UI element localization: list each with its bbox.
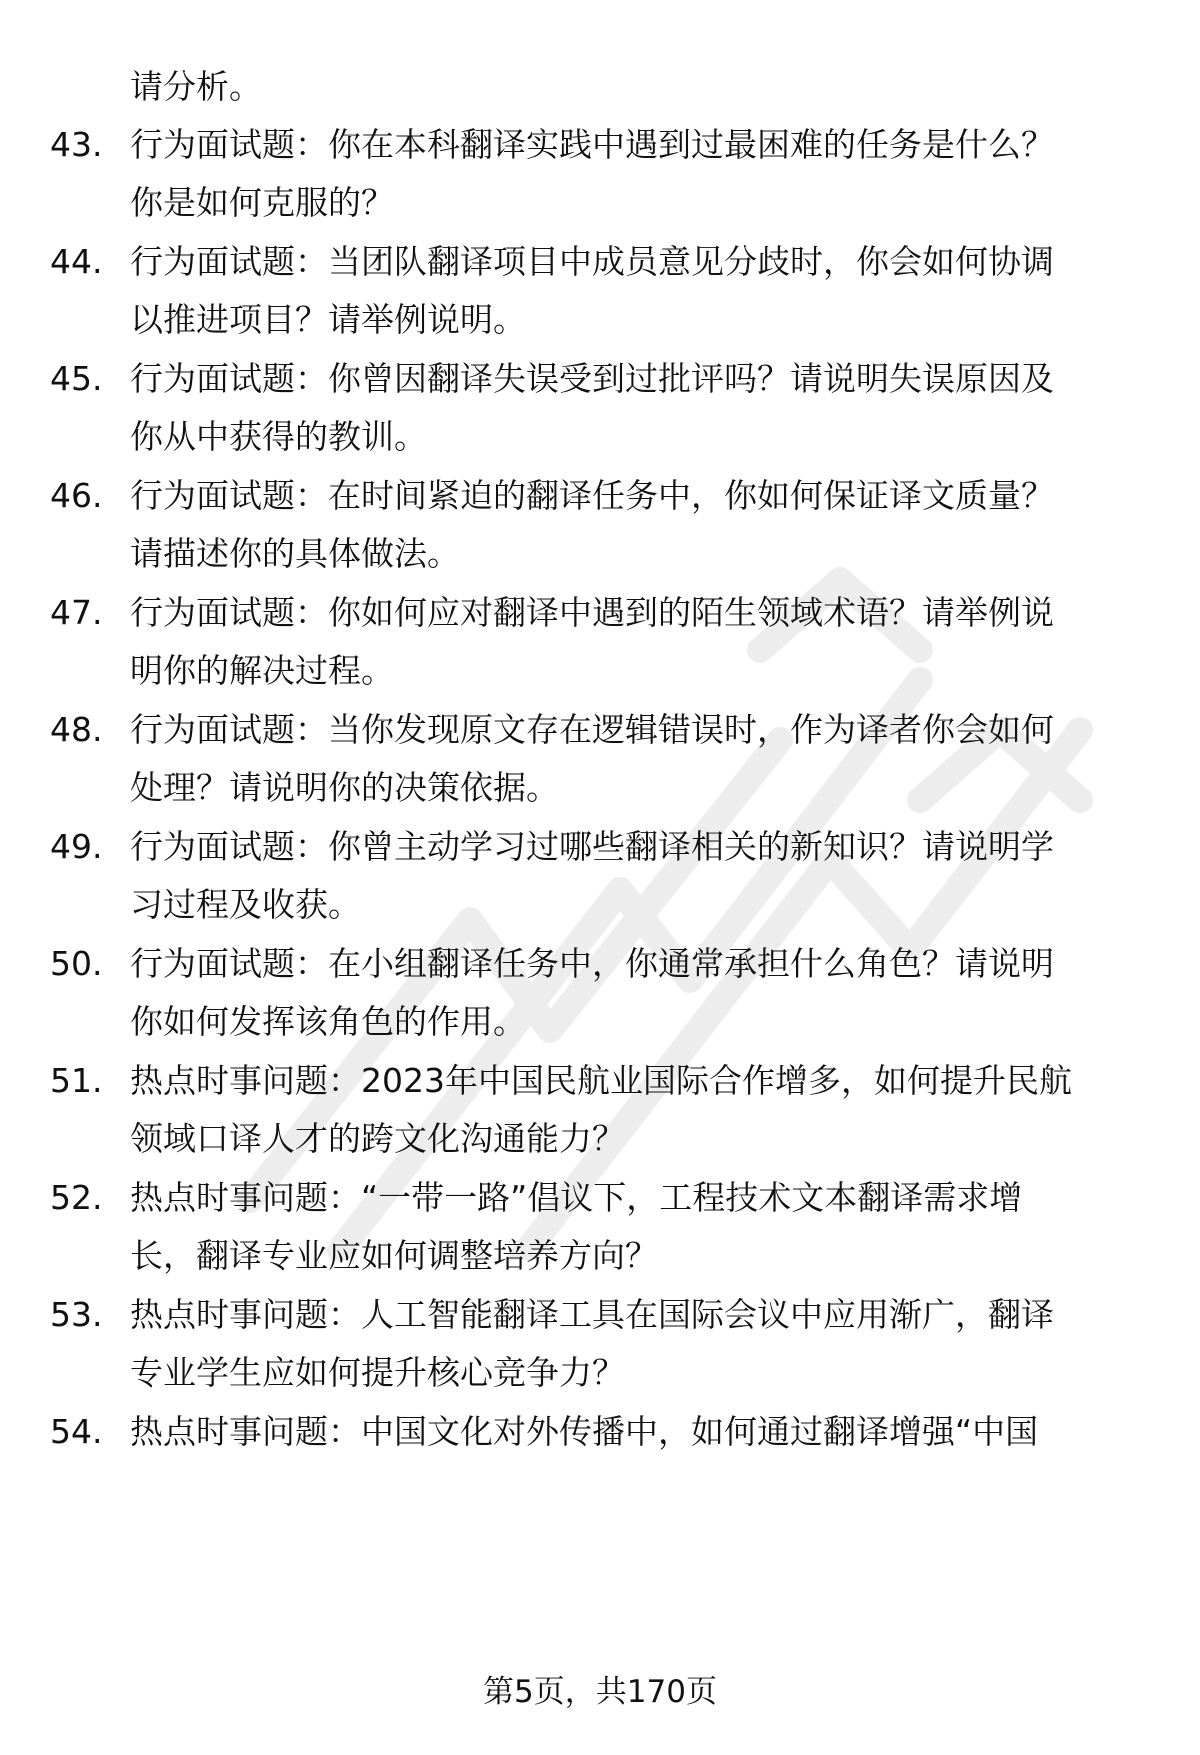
item-text xyxy=(130,818,1170,934)
item-text-line: 热点时事问题：“一带一路”倡议下，工程技术文本翻译需求增 xyxy=(130,1178,1023,1217)
item-text-line: 行为面试题：你如何应对翻译中遇到的陌生领域术语？请举例说 xyxy=(130,593,1054,632)
item-text xyxy=(130,467,1170,583)
item-text-line: 领域口译人才的跨文化沟通能力？ xyxy=(130,1119,625,1158)
item-text-line: 热点时事问题：人工智能翻译工具在国际会议中应用渐广，翻译 xyxy=(130,1295,1054,1334)
item-text-line: 你是如何克服的？ xyxy=(130,183,394,222)
item-text xyxy=(130,584,1170,700)
item-text-line: 请描述你的具体做法。 xyxy=(130,534,460,573)
item-number: 46. xyxy=(50,476,103,515)
item-text-line: 行为面试题：你在本科翻译实践中遇到过最困难的任务是什么？ xyxy=(130,125,1054,164)
item-text-line: 以推进项目？请举例说明。 xyxy=(130,300,526,339)
continuation-text: 请分析。 xyxy=(130,67,262,106)
item-text xyxy=(130,233,1170,349)
item-text-line: 长，翻译专业应如何调整培养方向？ xyxy=(130,1236,658,1275)
item-text-line: 行为面试题：你曾因翻译失误受到过批评吗？请说明失误原因及 xyxy=(130,359,1054,398)
item-text xyxy=(130,116,1170,232)
item-text-line: 热点时事问题：中国文化对外传播中，如何通过翻译增强“中国 xyxy=(130,1412,1039,1451)
item-text-line: 行为面试题：在时间紧迫的翻译任务中，你如何保证译文质量？ xyxy=(130,476,1054,515)
item-text-line: 行为面试题：在小组翻译任务中，你通常承担什么角色？请说明 xyxy=(130,944,1054,983)
item-text-line: 专业学生应如何提升核心竞争力？ xyxy=(130,1353,625,1392)
item-text xyxy=(130,1286,1170,1402)
item-text-line: 行为面试题：你曾主动学习过哪些翻译相关的新知识？请说明学 xyxy=(130,827,1054,866)
item-text-line: 行为面试题：当你发现原文存在逻辑错误时，作为译者你会如何 xyxy=(130,710,1054,749)
item-text xyxy=(130,1403,1170,1461)
item-number: 54. xyxy=(50,1412,103,1451)
item-number: 53. xyxy=(50,1295,103,1334)
item-number: 52. xyxy=(50,1178,103,1217)
item-text xyxy=(130,1169,1170,1285)
item-number: 47. xyxy=(50,593,103,632)
item-text-line: 热点时事问题：2023年中国民航业国际合作增多，如何提升民航 xyxy=(130,1061,1072,1100)
item-number: 44. xyxy=(50,242,103,281)
item-text-line: 习过程及收获。 xyxy=(130,885,361,924)
item-text-line: 处理？请说明你的决策依据。 xyxy=(130,768,559,807)
item-text-line: 行为面试题：当团队翻译项目中成员意见分歧时，你会如何协调 xyxy=(130,242,1054,281)
item-text xyxy=(130,701,1170,817)
item-number: 45. xyxy=(50,359,103,398)
item-text xyxy=(130,1052,1170,1168)
item-text-line: 你从中获得的教训。 xyxy=(130,417,427,456)
item-text xyxy=(130,935,1170,1051)
item-text-line: 明你的解决过程。 xyxy=(130,651,394,690)
item-text xyxy=(130,350,1170,466)
item-number: 43. xyxy=(50,125,103,164)
item-number: 49. xyxy=(50,827,103,866)
item-number: 51. xyxy=(50,1061,103,1100)
item-number: 50. xyxy=(50,944,103,983)
item-number: 48. xyxy=(50,710,103,749)
item-text-line: 你如何发挥该角色的作用。 xyxy=(130,1002,526,1041)
page-footer: 第5页，共170页 xyxy=(483,1674,717,1710)
